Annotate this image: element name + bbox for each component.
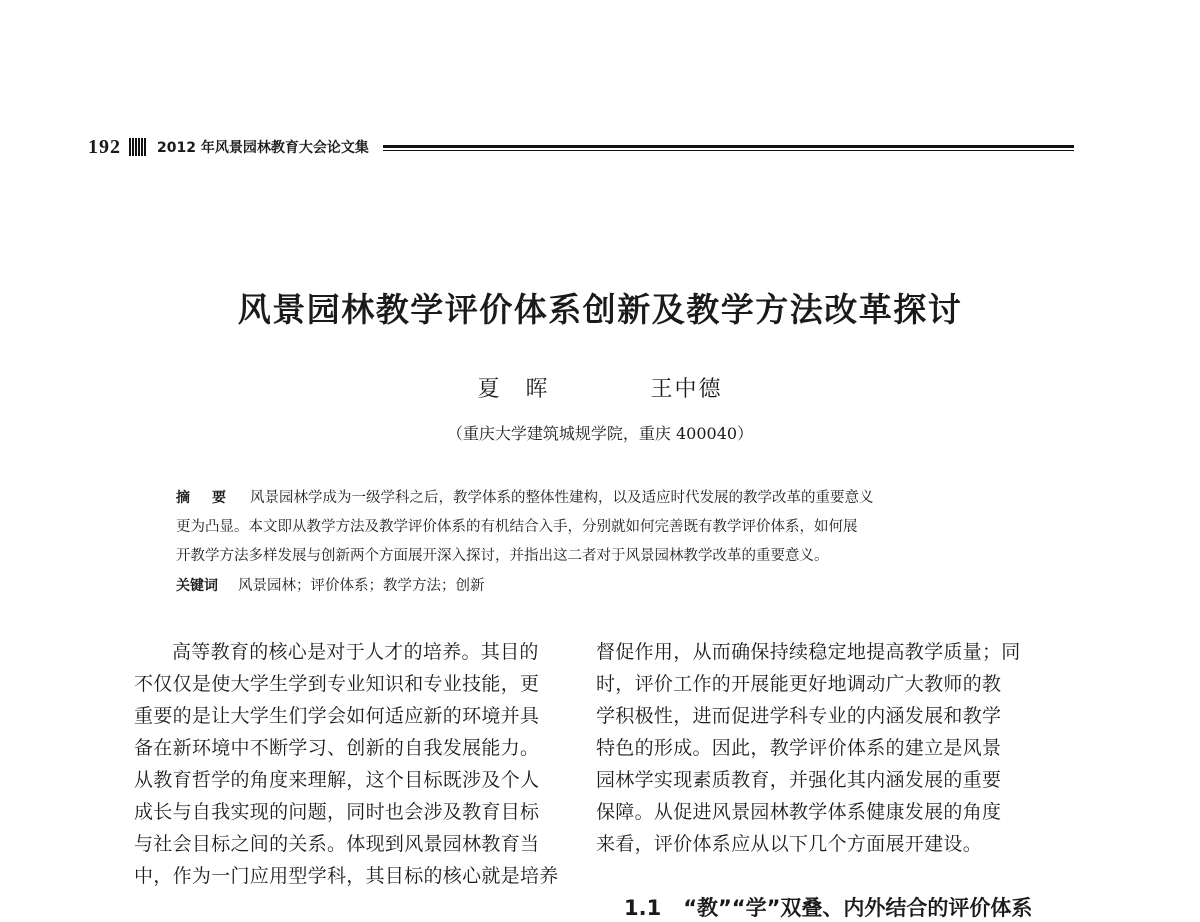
article-title: 风景园林教学评价体系创新及教学方法改革探讨 xyxy=(237,290,963,329)
body-line: 学积极性，进而促进学科专业的内涵发展和教学 xyxy=(596,705,1002,727)
body-line: 特色的形成。因此，教学评价体系的建立是风景 xyxy=(596,737,1002,759)
header-ornament-icon xyxy=(129,138,147,156)
affiliation: （重庆大学建筑城规学院，重庆 400040） xyxy=(446,424,754,443)
page-number: 192 xyxy=(88,135,121,158)
abstract xyxy=(176,484,1056,571)
body-line: 从教育哲学的角度来理解，这个目标既涉及个人 xyxy=(134,769,540,791)
abstract-line xyxy=(176,484,1056,513)
body-line: 保障。从促进风景园林教学体系健康发展的角度 xyxy=(596,801,1002,823)
body-line: 来看，评价体系应从以下几个方面展开建设。 xyxy=(596,833,983,855)
body-line: 备在新环境中不断学习、创新的自我发展能力。 xyxy=(134,737,540,759)
abstract-line: 更为凸显。本文即从教学方法及教学评价体系的有机结合入手，分别就如何完善既有教学评价体系，如何展 xyxy=(176,519,858,535)
running-header xyxy=(88,134,1074,160)
section-number: 1.1 xyxy=(624,896,662,920)
keywords-text: 风景园林；评价体系；教学方法；创新 xyxy=(238,578,485,594)
body-line: 与社会目标之间的关系。体现到风景园林教育当 xyxy=(134,833,540,855)
keywords xyxy=(176,574,485,595)
body-line: 不仅仅是使大学生学到专业知识和专业技能，更 xyxy=(134,673,540,695)
body-line: 园林学实现素质教育，并强化其内涵发展的重要 xyxy=(596,769,1002,791)
abstract-line: 开教学方法多样发展与创新两个方面展开深入探讨，并指出这二者对于风景园林教学改革的重要意义。 xyxy=(176,548,829,564)
journal-name: 2012 年风景园林教育大会论文集 xyxy=(157,140,369,156)
author-1: 夏 晖 xyxy=(477,377,550,402)
section-title: “教”“学”双叠、内外结合的评价体系 xyxy=(683,896,1033,920)
body-left-column xyxy=(134,636,584,892)
body-line: 重要的是让大学生们学会如何适应新的环境并具 xyxy=(134,705,540,727)
body-line: 督促作用，从而确保持续稳定地提高教学质量；同 xyxy=(596,641,1021,663)
keywords-label: 关键词 xyxy=(176,578,218,594)
header-rule xyxy=(383,145,1074,151)
body-line: 成长与自我实现的问题，同时也会涉及教育目标 xyxy=(134,801,540,823)
body-line: 高等教育的核心是对于人才的培养。其目的 xyxy=(172,641,539,663)
section-heading xyxy=(624,892,1032,922)
abstract-text: 风景园林学成为一级学科之后，教学体系的整体性建构，以及适应时代发展的教学改革的重要意义 xyxy=(250,490,874,506)
body-line: 时，评价工作的开展能更好地调动广大教师的教 xyxy=(596,673,1002,695)
body-right-column xyxy=(596,636,1076,860)
authors xyxy=(0,372,1200,403)
abstract-label: 摘 要 xyxy=(176,490,230,506)
body-line: 中，作为一门应用型学科，其目标的核心就是培养 xyxy=(134,865,559,887)
author-2: 王中德 xyxy=(650,377,723,402)
